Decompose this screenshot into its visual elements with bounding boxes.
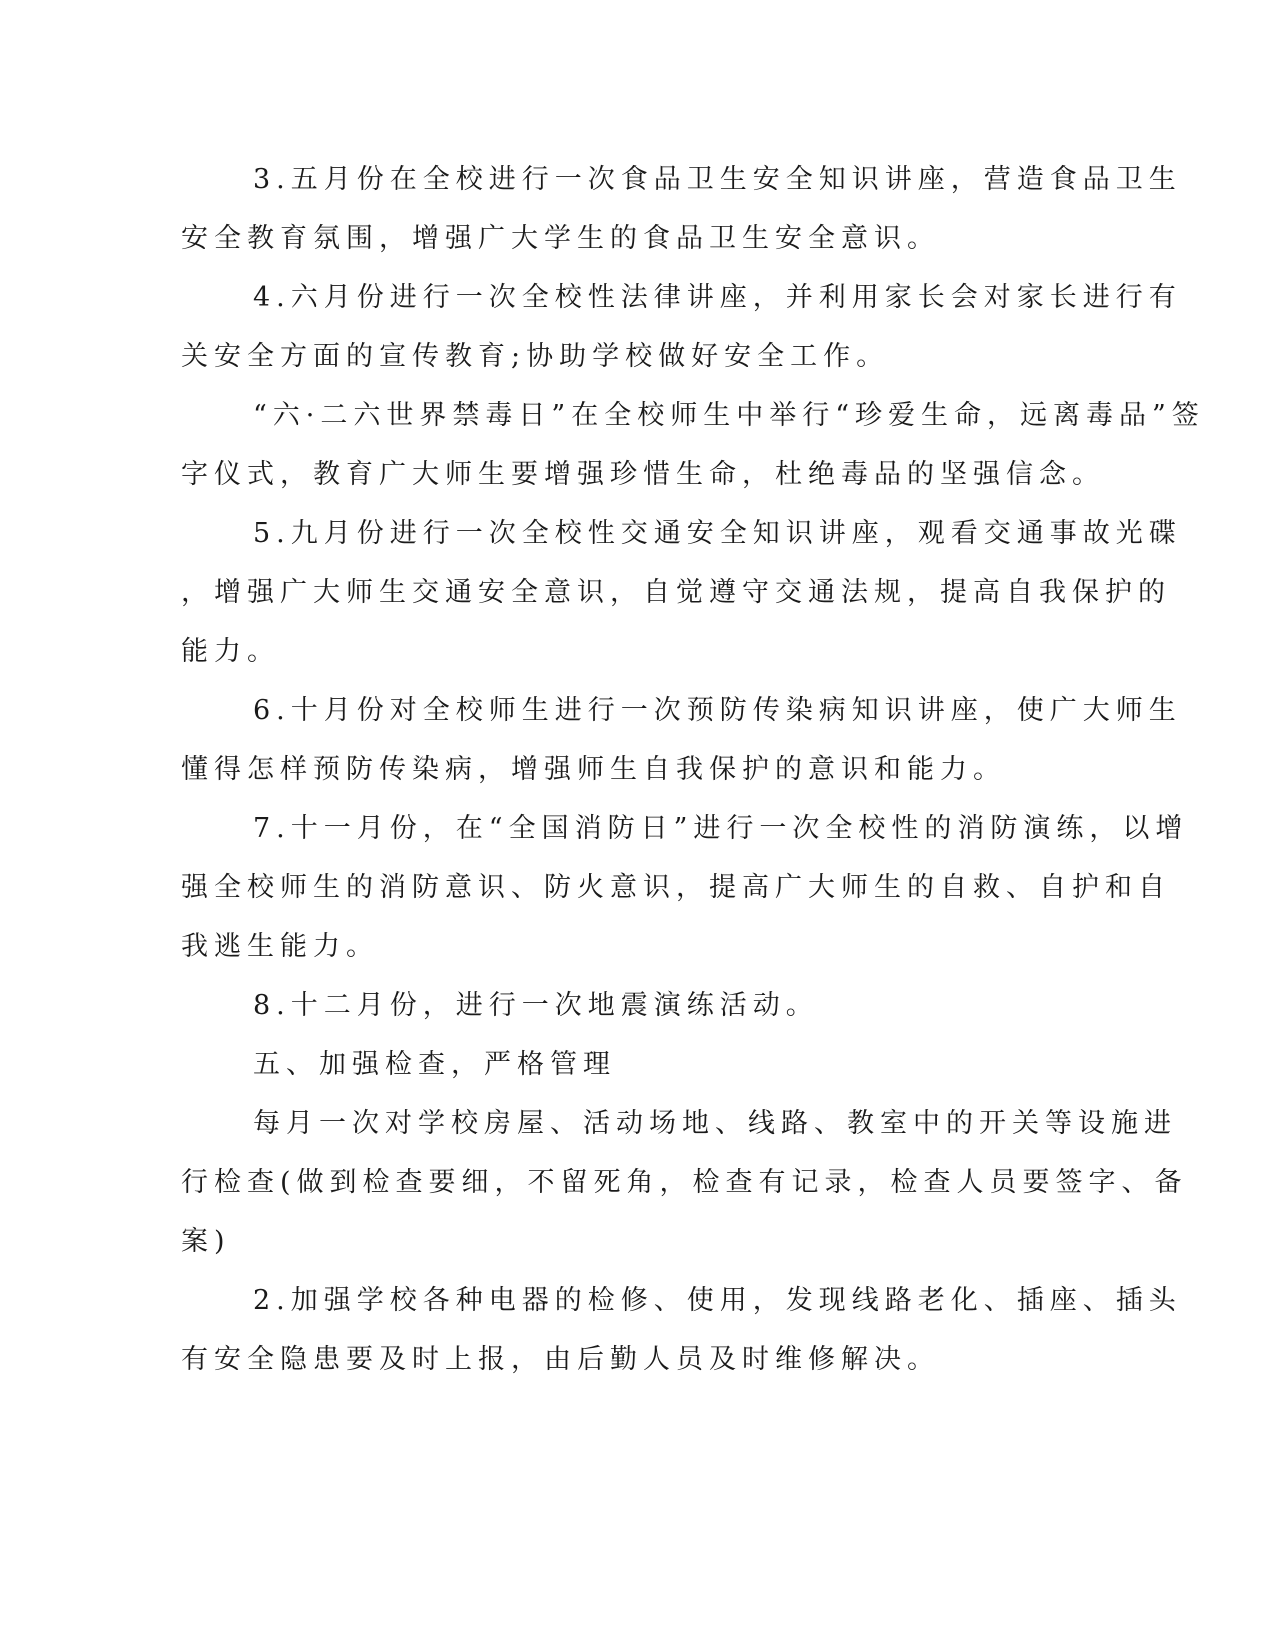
text-line: 每月一次对学校房屋、活动场地、线路、教室中的开关等设施进 [253, 1108, 1177, 1139]
text-line: 4.六月份进行一次全校性法律讲座，并利用家长会对家长进行有 [253, 282, 1182, 313]
text-line: 安全教育氛围，增强广大学生的食品卫生安全意识。 [181, 223, 940, 254]
text-line: 有安全隐患要及时上报，由后勤人员及时维修解决。 [181, 1344, 940, 1375]
text-line: 我逃生能力。 [181, 931, 379, 962]
document-page [181, 150, 1205, 1389]
text-line: 强全校师生的消防意识、防火意识，提高广大师生的自救、自护和自 [181, 872, 1171, 903]
text-line: 懂得怎样预防传染病，增强师生自我保护的意识和能力。 [181, 754, 1006, 785]
text-line: 行检查(做到检查要细，不留死角，检查有记录，检查人员要签字、备 [181, 1167, 1188, 1198]
text-line: 能力。 [181, 636, 280, 667]
text-line: 8.十二月份，进行一次地震演练活动。 [253, 990, 819, 1021]
text-line: 2.加强学校各种电器的检修、使用，发现线路老化、插座、插头 [253, 1285, 1182, 1316]
text-line: 7.十一月份，在“全国消防日”进行一次全校性的消防演练，以增 [253, 813, 1189, 844]
text-line: ，增强广大师生交通安全意识，自觉遵守交通法规，提高自我保护的 [181, 577, 1171, 608]
text-line: 5.九月份进行一次全校性交通安全知识讲座，观看交通事故光碟 [253, 518, 1182, 549]
text-line: 案) [181, 1226, 231, 1257]
section-heading: 五、加强检查，严格管理 [253, 1049, 616, 1080]
text-line: 3.五月份在全校进行一次食品卫生安全知识讲座，营造食品卫生 [253, 164, 1182, 195]
text-line: 6.十月份对全校师生进行一次预防传染病知识讲座，使广大师生 [253, 695, 1182, 726]
text-line: “六·二六世界禁毒日”在全校师生中举行“珍爱生命，远离毒品”签 [253, 400, 1205, 431]
text-line: 关安全方面的宣传教育;协助学校做好安全工作。 [181, 341, 890, 372]
text-line: 字仪式，教育广大师生要增强珍惜生命，杜绝毒品的坚强信念。 [181, 459, 1105, 490]
